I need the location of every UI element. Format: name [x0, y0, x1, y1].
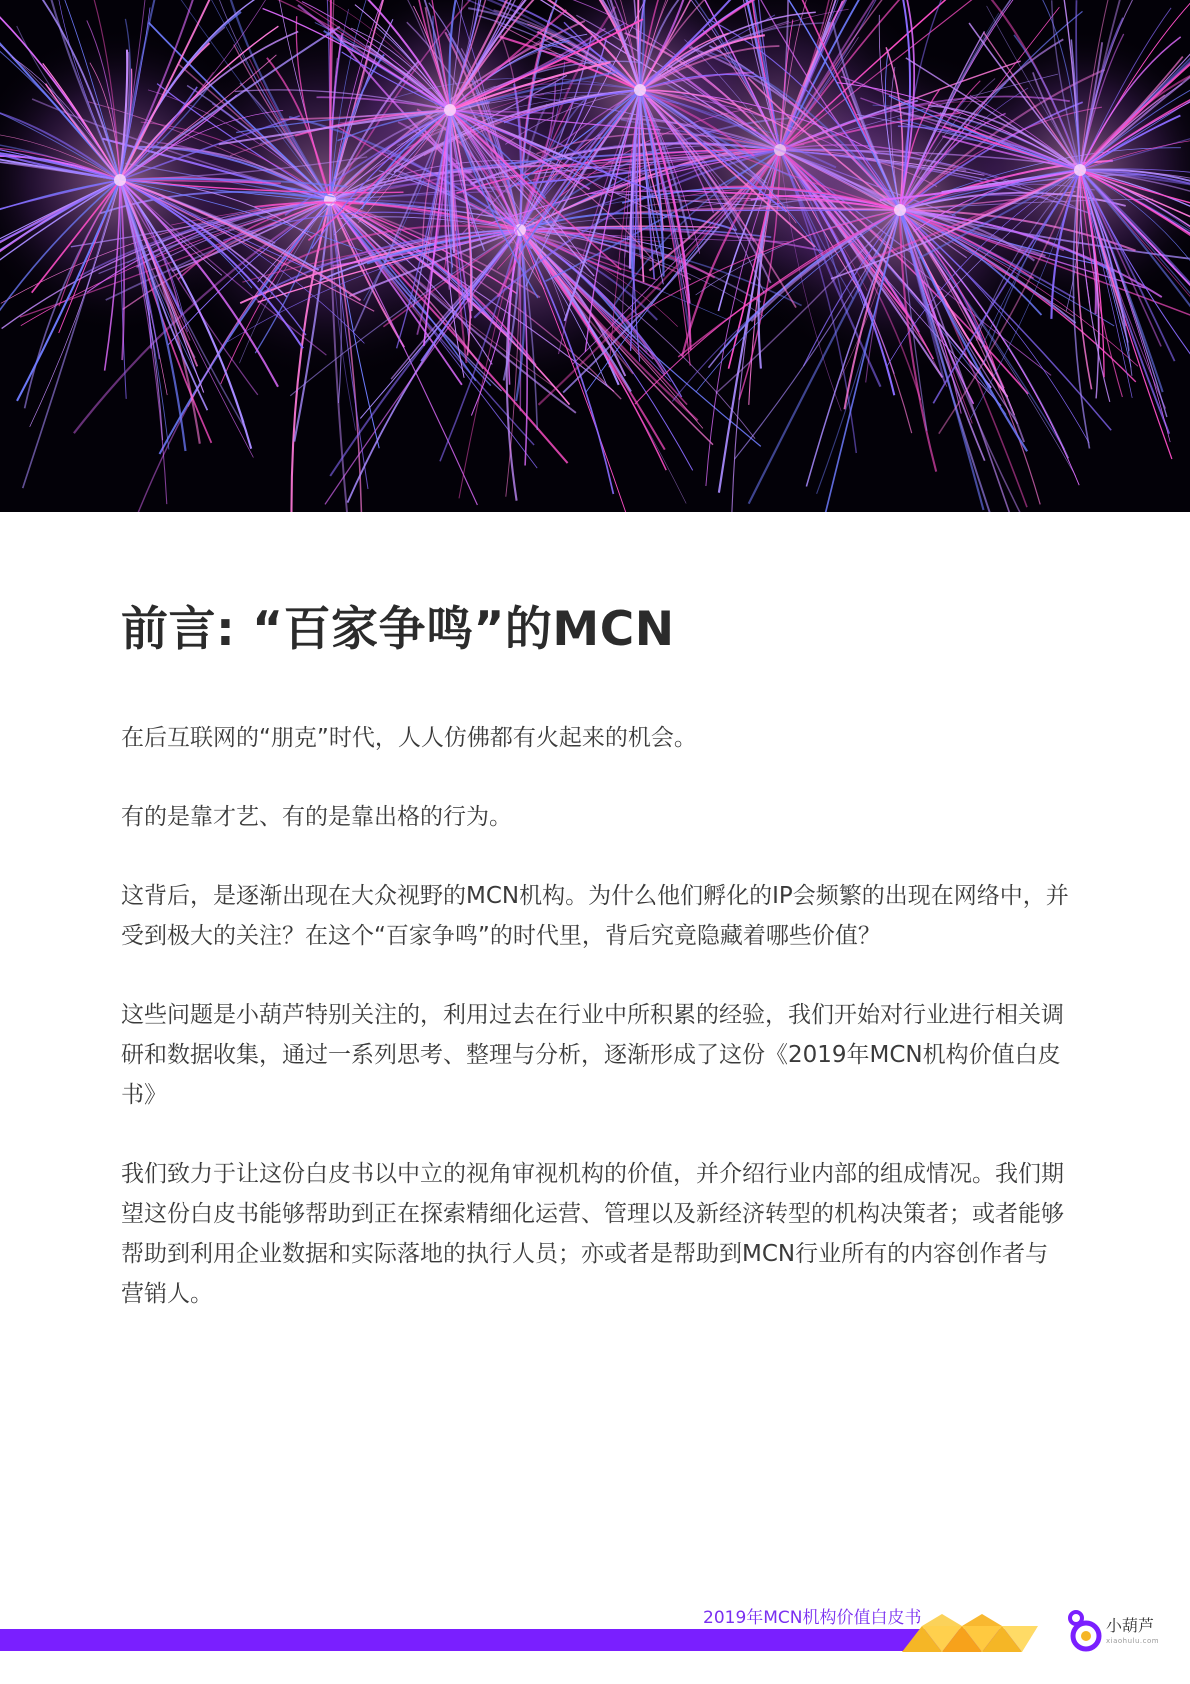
footer-document-title: 2019年MCN机构价值白皮书 [703, 1608, 922, 1628]
fireworks-hero-image [0, 0, 1190, 512]
paragraph-5: 我们致力于让这份白皮书以中立的视角审视机构的价值，并介绍行业内部的组成情况。我们期望这份白皮书能够帮助到正在探索精细化运营、管理以及新经济转型的机构决策者；或者能够帮助到利用企业数据和实际落地的执行人员；亦或者是帮助到MCN行业所有的内容创作者与营销人。 [121, 1161, 1064, 1307]
paragraph-4: 这些问题是小葫芦特别关注的，利用过去在行业中所积累的经验，我们开始对行业进行相关调研和数据收集，通过一系列思考、整理与分析，逐渐形成了这份《2019年MCN机构价值白皮书》 [121, 1002, 1064, 1108]
paragraph-2: 有的是靠才艺、有的是靠出格的行为。 [121, 804, 512, 830]
logo-name: 小葫芦 [1106, 1616, 1155, 1635]
paragraph-3: 这背后，是逐渐出现在大众视野的MCN机构。为什么他们孵化的IP会频繁的出现在网络中，并受到极大的关注？在这个“百家争鸣”的时代里，背后究竟隐藏着哪些价值？ [121, 883, 1069, 949]
page-title: 前言: “百家争鸣”的MCN [121, 602, 675, 657]
logo-url: xiaohulu.com [1106, 1637, 1160, 1645]
gourd-logo-icon [1066, 1610, 1104, 1654]
xiaohulu-logo [1066, 1610, 1176, 1660]
footer-accent-bar [0, 1629, 1050, 1651]
footer-triangle-pattern [900, 1614, 1040, 1654]
paragraph-1: 在后互联网的“朋克”时代，人人仿佛都有火起来的机会。 [121, 725, 697, 751]
fireworks-illustration [0, 0, 1190, 512]
body-text [121, 718, 1071, 1353]
